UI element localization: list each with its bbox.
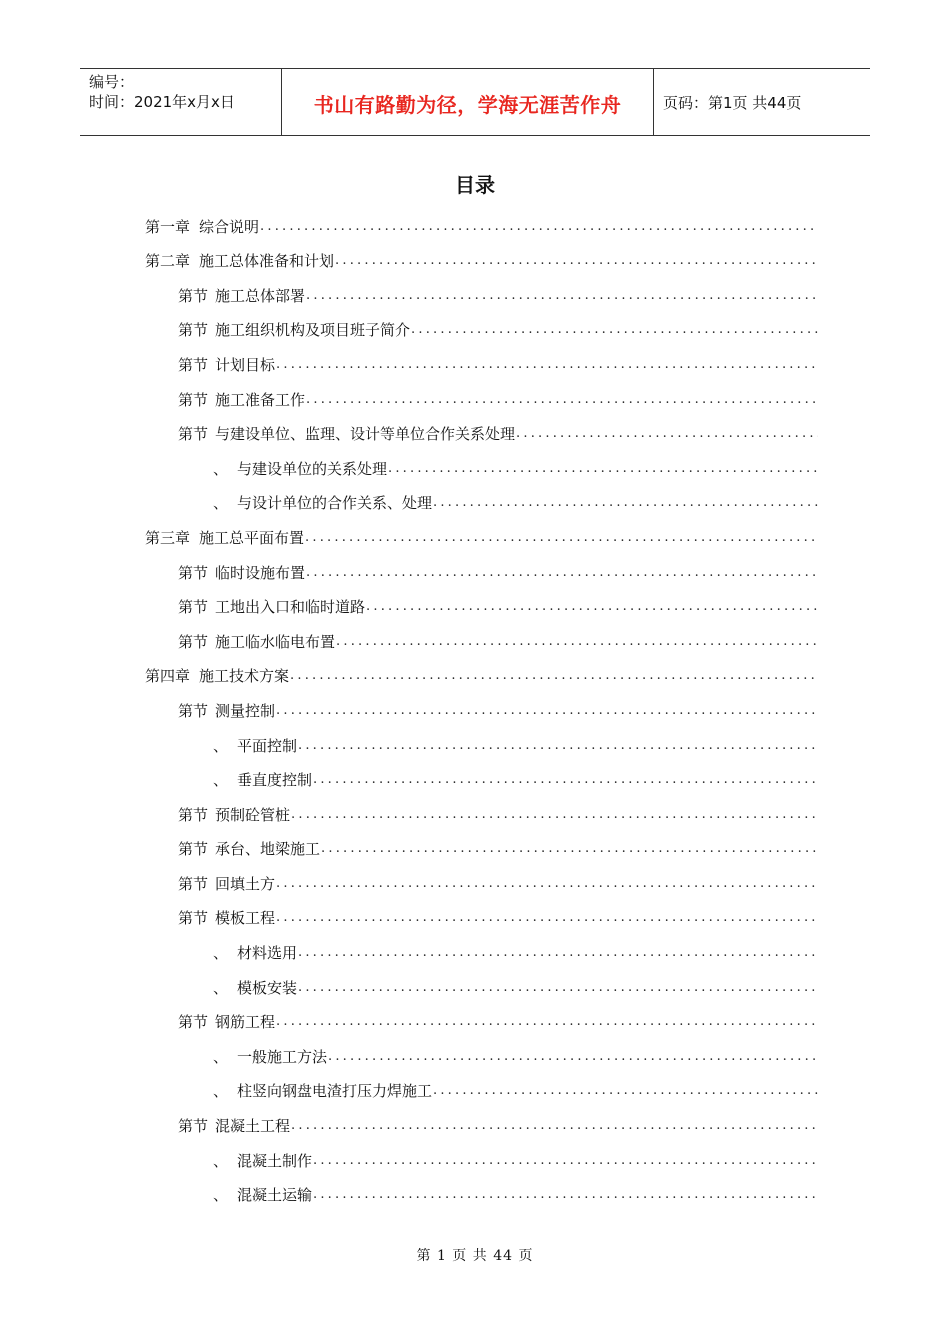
toc-entry[interactable] — [145, 241, 818, 276]
toc-entry-prefix: 第一章 — [145, 217, 191, 236]
toc-entry-prefix: 第节 — [178, 1013, 209, 1032]
toc-entry-prefix: 第节 — [178, 632, 209, 651]
toc-entry-label: 回填土方 — [215, 874, 276, 893]
toc-entry-prefix: 、 — [213, 944, 229, 963]
toc-entry-label: 与建设单位的关系处理 — [237, 459, 388, 478]
table-of-contents — [145, 206, 818, 1209]
toc-entry[interactable] — [145, 898, 818, 933]
toc-entry[interactable] — [145, 1002, 818, 1037]
toc-entry-prefix: 第三章 — [145, 528, 191, 547]
toc-leader-dots — [411, 320, 818, 340]
toc-entry[interactable] — [145, 483, 818, 518]
toc-entry[interactable] — [145, 690, 818, 725]
page-footer: 第 1 页 共 44 页 — [416, 1248, 534, 1264]
toc-leader-dots — [321, 839, 818, 859]
document-time-label: 时间：2021年x月x日 — [89, 93, 235, 111]
toc-entry-label: 施工临水临电布置 — [215, 632, 336, 651]
toc-entry-prefix: 、 — [213, 1186, 229, 1205]
header-page-info-cell — [654, 69, 870, 135]
toc-entry-prefix: 第二章 — [145, 252, 191, 271]
toc-entry[interactable] — [145, 1105, 818, 1140]
toc-entry-label: 工地出入口和临时道路 — [215, 598, 366, 617]
toc-entry-label: 预制砼管桩 — [215, 805, 291, 824]
toc-entry-label: 综合说明 — [199, 217, 260, 236]
toc-entry-prefix: 、 — [213, 1151, 229, 1170]
toc-entry-label: 施工总体部署 — [215, 286, 306, 305]
toc-entry-label: 施工准备工作 — [215, 390, 306, 409]
toc-entry-label: 施工组织机构及项目班子简介 — [215, 321, 411, 340]
toc-leader-dots — [298, 978, 818, 998]
toc-entry-label: 施工总平面布置 — [199, 528, 305, 547]
toc-entry-label: 与建设单位、监理、设计等单位合作关系处理 — [215, 425, 516, 444]
document-number-label: 编号： — [89, 73, 135, 91]
toc-entry[interactable] — [145, 760, 818, 795]
toc-entry-label: 柱竖向钢盘电渣打压力焊施工 — [237, 1082, 433, 1101]
toc-entry-label: 材料选用 — [237, 944, 298, 963]
toc-leader-dots — [276, 355, 818, 375]
toc-entry[interactable] — [145, 932, 818, 967]
toc-entry[interactable] — [145, 829, 818, 864]
toc-entry-prefix: 第节 — [178, 598, 209, 617]
toc-entry[interactable] — [145, 206, 818, 241]
toc-leader-dots — [433, 493, 818, 513]
toc-leader-dots — [291, 805, 818, 825]
toc-leader-dots — [276, 874, 818, 894]
toc-leader-dots — [260, 217, 818, 237]
toc-entry-label: 平面控制 — [237, 736, 298, 755]
toc-entry-prefix: 、 — [213, 1047, 229, 1066]
toc-leader-dots — [276, 701, 818, 721]
toc-entry-prefix: 第节 — [178, 874, 209, 893]
toc-leader-dots — [335, 251, 818, 271]
toc-leader-dots — [388, 459, 818, 479]
toc-entry-label: 混凝土工程 — [215, 1117, 291, 1136]
toc-entry[interactable] — [145, 448, 818, 483]
toc-leader-dots — [305, 528, 818, 548]
toc-entry-prefix: 、 — [213, 459, 229, 478]
toc-entry[interactable] — [145, 310, 818, 345]
toc-entry-prefix: 、 — [213, 1082, 229, 1101]
toc-entry[interactable] — [145, 725, 818, 760]
toc-leader-dots — [306, 286, 818, 306]
toc-leader-dots — [328, 1047, 818, 1067]
toc-entry-prefix: 第节 — [178, 390, 209, 409]
toc-entry-label: 施工总体准备和计划 — [199, 252, 335, 271]
toc-entry-prefix: 第节 — [178, 1117, 209, 1136]
toc-leader-dots — [313, 1151, 818, 1171]
toc-leader-dots — [276, 1012, 818, 1032]
toc-entry[interactable] — [145, 275, 818, 310]
toc-entry-prefix: 、 — [213, 978, 229, 997]
toc-entry-label: 钢筋工程 — [215, 1013, 276, 1032]
toc-entry[interactable] — [145, 1036, 818, 1071]
toc-entry-prefix: 第节 — [178, 840, 209, 859]
toc-entry[interactable] — [145, 656, 818, 691]
toc-entry-label: 计划目标 — [215, 355, 276, 374]
toc-entry[interactable] — [145, 414, 818, 449]
toc-entry-prefix: 、 — [213, 771, 229, 790]
toc-entry[interactable] — [145, 863, 818, 898]
toc-entry[interactable] — [145, 794, 818, 829]
toc-entry[interactable] — [145, 1071, 818, 1106]
header-motto-cell — [282, 69, 654, 135]
toc-leader-dots — [291, 1116, 818, 1136]
toc-entry-prefix: 、 — [213, 494, 229, 513]
toc-entry-prefix: 第四章 — [145, 667, 191, 686]
toc-leader-dots — [313, 770, 818, 790]
toc-entry-prefix: 第节 — [178, 805, 209, 824]
toc-entry-prefix: 第节 — [178, 321, 209, 340]
toc-entry[interactable] — [145, 379, 818, 414]
toc-entry[interactable] — [145, 552, 818, 587]
toc-entry-label: 施工技术方案 — [199, 667, 290, 686]
toc-entry[interactable] — [145, 517, 818, 552]
toc-leader-dots — [306, 390, 818, 410]
toc-entry-label: 临时设施布置 — [215, 563, 306, 582]
toc-entry-label: 承台、地梁施工 — [215, 840, 321, 859]
toc-leader-dots — [306, 563, 818, 583]
toc-entry-label: 模板安装 — [237, 978, 298, 997]
toc-leader-dots — [313, 1185, 818, 1205]
header-page-info: 页码：第1页 共44页 — [663, 93, 802, 112]
toc-entry-label: 垂直度控制 — [237, 771, 313, 790]
toc-entry-prefix: 第节 — [178, 563, 209, 582]
toc-entry-label: 测量控制 — [215, 701, 276, 720]
page-title: 目录 — [455, 173, 495, 197]
toc-entry-prefix: 第节 — [178, 425, 209, 444]
header-meta — [80, 69, 282, 135]
toc-leader-dots — [290, 666, 818, 686]
toc-entry[interactable] — [145, 344, 818, 379]
header-motto: 书山有路勤为径，学海无涯苦作舟 — [313, 92, 622, 117]
toc-entry[interactable] — [145, 587, 818, 622]
page-header — [80, 68, 870, 136]
toc-entry-label: 混凝土制作 — [237, 1151, 313, 1170]
toc-entry-label: 一般施工方法 — [237, 1047, 328, 1066]
toc-entry[interactable] — [145, 621, 818, 656]
toc-entry-prefix: 第节 — [178, 286, 209, 305]
toc-entry[interactable] — [145, 1140, 818, 1175]
toc-leader-dots — [366, 597, 818, 617]
toc-leader-dots — [276, 908, 818, 928]
toc-entry[interactable] — [145, 1175, 818, 1210]
toc-entry-label: 与设计单位的合作关系、处理 — [237, 494, 433, 513]
toc-entry-label: 模板工程 — [215, 909, 276, 928]
toc-leader-dots — [298, 736, 818, 756]
toc-entry[interactable] — [145, 967, 818, 1002]
toc-leader-dots — [433, 1081, 818, 1101]
toc-leader-dots — [516, 424, 818, 444]
toc-entry-prefix: 、 — [213, 736, 229, 755]
toc-leader-dots — [298, 943, 818, 963]
toc-entry-prefix: 第节 — [178, 909, 209, 928]
toc-leader-dots — [336, 632, 818, 652]
toc-entry-prefix: 第节 — [178, 355, 209, 374]
toc-entry-label: 混凝土运输 — [237, 1186, 313, 1205]
toc-entry-prefix: 第节 — [178, 701, 209, 720]
